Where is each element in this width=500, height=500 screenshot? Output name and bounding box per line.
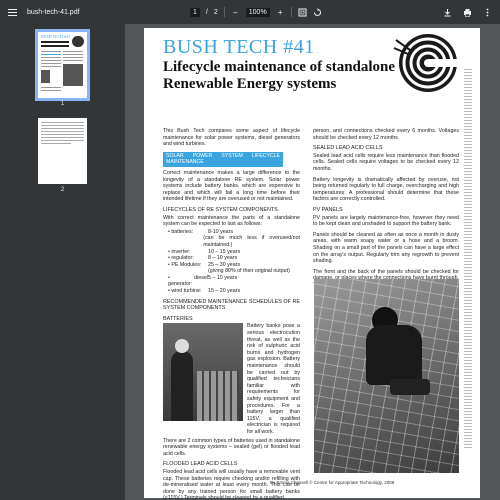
batteries-paragraph-2: There are 2 common types of batteries used in standalone renewable energy systems – sealed (gel) or flooded lead acid cells. <box>163 437 300 457</box>
zoom-out-button[interactable]: – <box>233 7 238 17</box>
fit-page-icon[interactable] <box>298 8 307 17</box>
thumbnail-label-2: 2 <box>60 187 65 193</box>
batteries-heading: BATTERIES <box>163 315 193 322</box>
recommended-heading: RECOMMENDED MAINTENANCE SCHEDULES OF RE SYSTEM COMPONENTS <box>163 298 300 312</box>
pv-paragraph-2: Panels should be cleaned as often as once a month in dusty areas, with warm soapy water or a hose and a broom. Shading on a small part of the panels can have a large effect on the array's output. Regularly trim any regrowth to prevent shading. <box>313 231 459 265</box>
section-heading-bar: SOLAR POWER SYSTEM LIFECYCLE MAINTENANCE <box>163 152 283 167</box>
masthead-title: BUSH TECH #41 <box>163 36 315 58</box>
total-pages: 2 <box>213 8 218 16</box>
list-item: • wind turbine: 15 – 20 years <box>168 288 241 295</box>
page-number-input[interactable]: 1 <box>190 8 200 17</box>
list-item: • regulator: 8 – 10 years <box>168 255 238 262</box>
toolbar-divider <box>224 7 225 17</box>
sealed-heading: SEALED LEAD ACID CELLS <box>313 145 383 152</box>
list-item: • inverter: 10 – 15 years <box>168 248 241 255</box>
pv-heading: PV PANELS <box>313 206 343 213</box>
rotate-icon[interactable] <box>313 8 322 17</box>
lifecycle-list <box>168 229 300 295</box>
battery-photo <box>163 323 243 421</box>
batteries-paragraph: Battery banks pose a serious electrocution threat, as well as the risk of sulphuric acid burns and hydrogen gas explosion. Battery maintenance should be carried out by qualified technicians familiar with requirements for safety equipment and procedures. For a battery larger than 115V, a qualified electrician is required for all work. <box>247 323 300 435</box>
download-icon[interactable] <box>443 8 452 17</box>
sealed-paragraph: Sealed lead acid cells require less maintenance than flooded cells. Sealed cells require voltages to be checked every 12 months. <box>313 152 459 172</box>
pdf-toolbar <box>0 0 500 24</box>
pdf-page-1 <box>144 28 480 498</box>
list-item: • diesel generator: 5 – 10 years <box>168 274 238 288</box>
solar-paragraph: Correct maintenance makes a large difference to the longevity of a standalone RE system. Solar power systems include battery banks, which are expensive to replace and which will fail a long time before their intended lifetime if they are overused or not maintained. <box>163 169 300 203</box>
connections-paragraph: person, and connections checked every 6 months. Voltages should be checked every 12 months. <box>313 128 459 141</box>
cat-logo-icon <box>392 32 460 94</box>
thumbnail-label-1: 1 <box>60 101 65 107</box>
list-item: • batteries: 8-10 years <box>168 228 234 235</box>
menu-icon[interactable] <box>8 9 17 16</box>
list-item: (giving 80% of their original output) <box>208 268 290 275</box>
right-column <box>313 128 459 292</box>
page-thumbnail-2[interactable] <box>38 118 87 184</box>
decorative-stripe <box>464 68 472 448</box>
thumbnail-masthead: BUSH TECH #41 <box>41 34 71 39</box>
page-separator: / <box>205 8 208 16</box>
article-title: Lifecycle maintenance of standalone Renewable Energy systems <box>163 59 396 92</box>
toolbar-divider <box>291 7 292 17</box>
lifecycles-intro: With correct maintenance the parts of a standalone system can be expected to last as follows: <box>163 214 300 228</box>
more-options-icon[interactable] <box>483 8 492 17</box>
lifecycles-heading: LIFECYCLES OF RE SYSTEM COMPONENTS <box>163 206 278 213</box>
page-footer: By Emma Chessell © Centre for Appropriate Technology, 2008 <box>270 480 395 485</box>
flooded-heading: FLOODED LEAD ACID CELLS <box>163 461 238 468</box>
sealed-paragraph-2: Battery longevity is dramatically affected by overuse, not being returned regularly to full charge, overcharging and high temperatures. A professional should determine that these factors are correctly controlled. <box>313 176 459 203</box>
intro-paragraph: This Bush Tech compares some aspect of lifecycle maintenance for solar power systems, diesel generators and wind turbines. <box>163 128 300 148</box>
document-viewer[interactable] <box>125 24 500 500</box>
list-item: • PE Modules: 25 – 30 years <box>168 261 241 268</box>
thumbnail-sidebar <box>0 24 125 500</box>
flooded-paragraph: Flooded lead acid cells will usually have a removable vent cap. These batteries require checking and/or refilling with de-mineralised water at least every month. This can be done by any trained person for small battery banks (<115V.) Terminals should be cleaned by a qualified <box>163 468 300 500</box>
page-thumbnail-1[interactable] <box>38 32 87 98</box>
pv-paragraph-3: The front and the back of the panels should be checked for <box>313 268 459 275</box>
pv-paragraph: PV panels are largely maintenance-free, however they need to be kept clean and unshaded to support the battery bank. <box>313 214 459 228</box>
print-icon[interactable] <box>463 8 472 17</box>
pv-panel-photo <box>314 279 459 473</box>
file-title: bush-tech-41.pdf <box>27 8 80 16</box>
list-item: (can be much less if overused/not maintained.) <box>203 235 300 248</box>
left-column <box>163 128 300 500</box>
zoom-in-button[interactable]: + <box>277 7 283 17</box>
zoom-level-input[interactable]: 100% <box>246 8 270 17</box>
